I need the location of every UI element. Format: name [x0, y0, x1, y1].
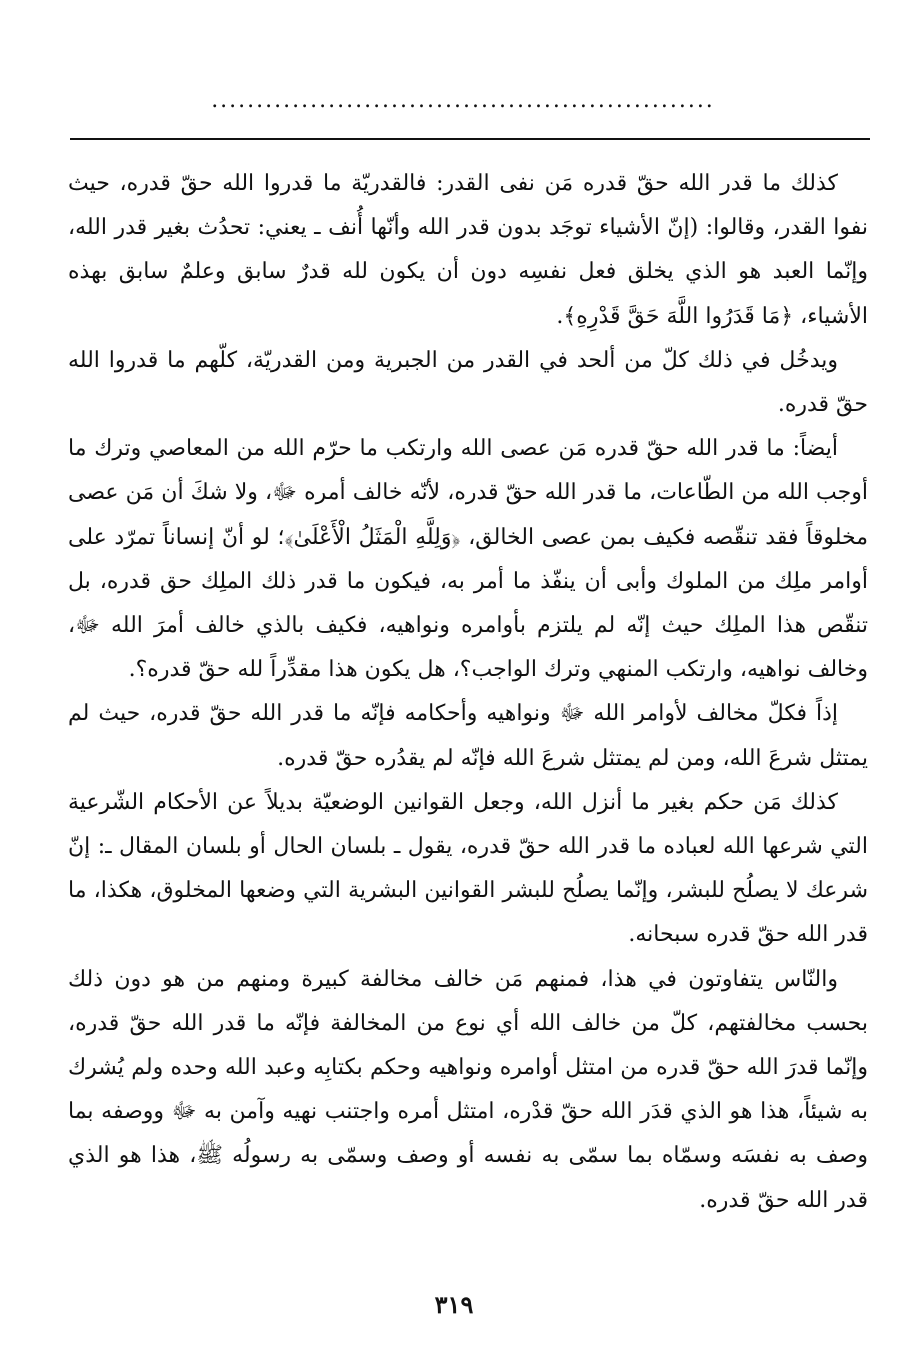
- paragraph-6: والنّاس يتفاوتون في هذا، فمنهم مَن خالف مخالفة كبيرة ومنهم من هو دون ذلك بحسب مخالفتهم، كلّ من خالف الله أي نوع من المخالفة فإنّه ما قدر الله حقّ قدره، وإنّما قدرَ الله حقّ قدره من امتثل أوامره ونواهيه وحكم بكتابِه وعبد الله وحده ولم يُشرك به شيئاً، هذا هو الذي قدَر الله حقّ قدْره، امتثل أمره واجتنب نهيه وآمن به ﷻ ووصفه بما وصف به نفسَه وسمّاه بما سمّى به نفسه أو وصف وسمّى به رسولُه ﷺ، هذا هو الذي قدر الله حقّ قدره.: [68, 966, 868, 1213]
- paragraph-2: ويدخُل في ذلك كلّ من ألحد في القدر من الجبرية ومن القدريّة، كلّهم ما قدروا الله حقّ قدره.: [68, 347, 868, 418]
- header-dotted-line: ........................................................: [211, 88, 715, 113]
- paragraph-3: أيضاً: ما قدر الله حقّ قدره مَن عصى الله وارتكب ما حرّم الله من المعاصي وترك ما أوجب الله من الطّاعات، ما قدر الله حقّ قدره، لأنّه خالف أمره ﷻ، ولا شكَ أن مَن عصى مخلوقاً فقد تنقّصه فكيف بمن عصى الخالق، ﴿وَلِلَّهِ الْمَثَلُ الْأَعْلَىٰ﴾؛ لو أنّ إنساناً تمرّد على أوامر ملِك من الملوك وأبى أن ينفّذ ما أمر به، فيكون ما قدر ذلك الملِك حق قدره، بل تنقّص هذا الملِك حيث إنّه لم يلتزم بأوامره ونواهيه، فكيف بالذي خالف أمرَ الله ﷻ، وخالف نواهيه، وارتكب المنهي وترك الواجب؟، هل يكون هذا مقدِّراً لله حقّ قدره؟.: [68, 436, 868, 683]
- page-number: ٣١٩: [434, 1290, 474, 1319]
- paragraph-5: كذلك مَن حكم بغير ما أنزل الله، وجعل القوانين الوضعيّة بديلاً عن الأحكام الشّرعية التي شرعها الله لعباده ما قدر الله حقّ قدره، يقول ـ بلسان الحال أو بلسان المقال ـ: إنّ شرعك لا يصلُح للبشر، وإنّما يصلُح للبشر القوانين البشرية التي وضعها المخلوق، هكذا، ما قدر الله حقّ قدره سبحانه.: [68, 789, 868, 948]
- paragraph-4: إذاً فكلّ مخالف لأوامر الله ﷻ ونواهيه وأحكامه فإنّه ما قدر الله حقّ قدره، حيث لم يمتثل شرعَ الله، ومن لم يمتثل شرعَ الله فإنّه لم يقدُره حقّ قدره.: [68, 701, 868, 771]
- page-body: [68, 162, 868, 1223]
- header-rule: [70, 138, 870, 140]
- paragraph-1: كذلك ما قدر الله حقّ قدره مَن نفى القدر: فالقدريّة ما قدروا الله حقّ قدره، حيث نفوا القدر، وقالوا: (إنّ الأشياء توجَد بدون قدر الله وأنّها أُنف ـ يعني: تحدُث بغير قدر الله، وإنّما العبد هو الذي يخلق فعل نفسِه دون أن يكون لله قدرٌ سابق وعلمٌ سابق بهذه الأشياء، ﴿مَا قَدَرُوا اللَّهَ حَقَّ قَدْرِهِ﴾.: [68, 171, 868, 329]
